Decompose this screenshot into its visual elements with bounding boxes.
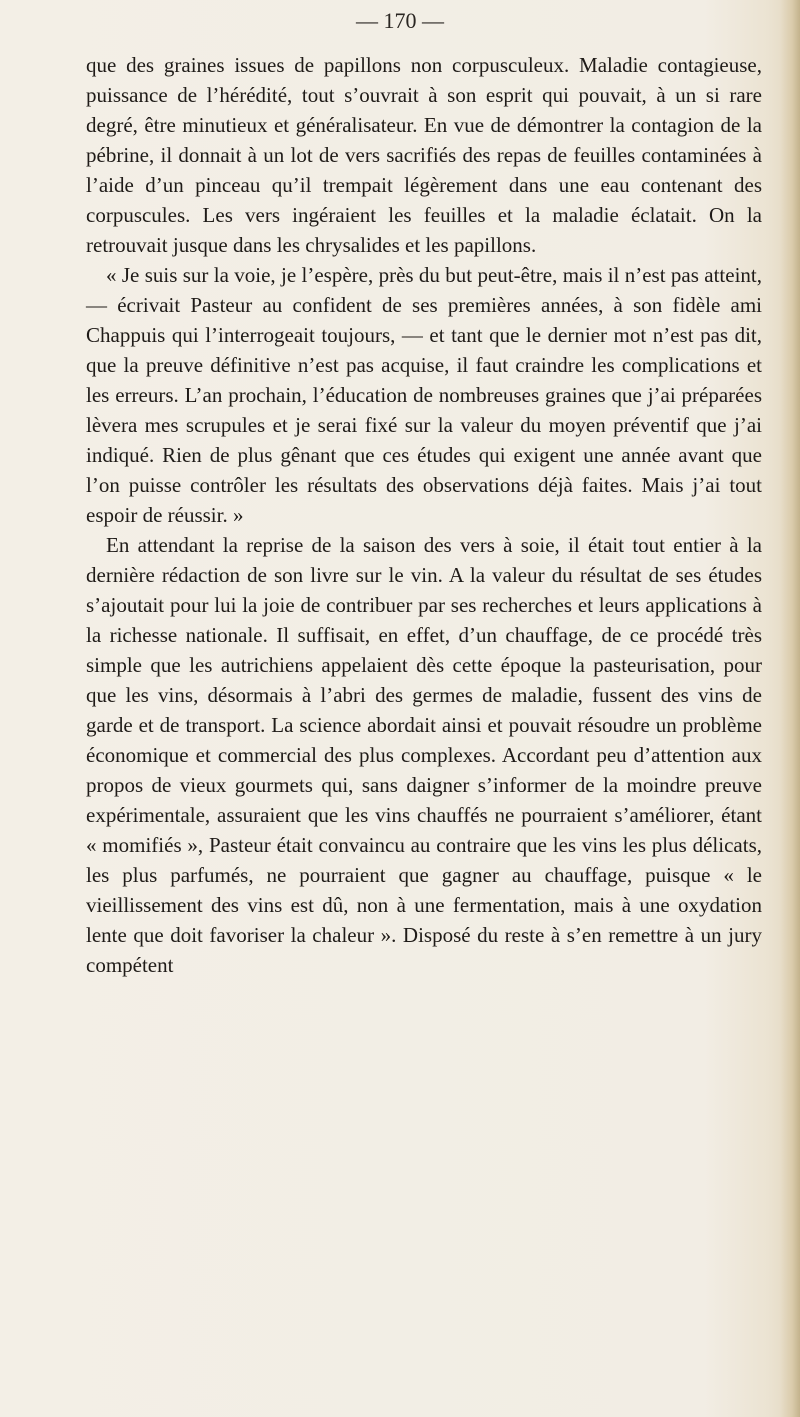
page-edge-shadow: [780, 0, 800, 1417]
page-number-header: — 170 —: [356, 8, 444, 33]
body-text: [86, 50, 762, 980]
paragraph-2: « Je suis sur la voie, je l’espère, près du but peut-être, mais il n’est pas atteint, — écrivait Pasteur au confident de ses premières années, à son fidèle ami Chappuis qui l’interrogeait toujours, — et tant que le dernier mot n’est pas dit, que la preuve définitive n’est pas acquise, il faut craindre les complications et les erreurs. L’an prochain, l’éducation de nombreuses graines que j’ai préparées lèvera mes scrupules et je serai fixé sur la valeur du moyen préventif que j’ai indiqué. Rien de plus gênant que ces études qui exigent une année avant que l’on puisse contrôler les résultats des observations déjà faites. Mais j’ai tout espoir de réussir. »: [86, 263, 762, 527]
paragraph-1: que des graines issues de papillons non corpusculeux. Maladie contagieuse, puissance de l’hérédité, tout s’ouvrait à son esprit qui pouvait, à un si rare degré, être minutieux et généralisateur. En vue de démontrer la contagion de la pébrine, il donnait à un lot de vers sacrifiés des repas de feuilles contaminées à l’aide d’un pinceau qu’il trempait légèrement dans une eau contenant des corpuscules. Les vers ingéraient les feuilles et la maladie éclatait. On la retrouvait jusque dans les chrysalides et les papillons.: [86, 53, 762, 257]
paragraph-3: En attendant la reprise de la saison des vers à soie, il était tout entier à la dernière rédaction de son livre sur le vin. A la valeur du résultat de ses études s’ajoutait pour lui la joie de contribuer par ses recherches et leurs applications à la richesse nationale. Il suffisait, en effet, d’un chauffage, de ce procédé très simple que les autrichiens appelaient dès cette époque la pasteurisation, pour que les vins, désormais à l’abri des germes de maladie, fussent des vins de garde et de transport. La science abordait ainsi et pouvait résoudre un problème économique et commercial des plus complexes. Accordant peu d’attention aux propos de vieux gourmets qui, sans daigner s’informer de la moindre preuve expérimentale, assuraient que les vins chauffés ne pourraient s’améliorer, étant « momifiés », Pasteur était convaincu au contraire que les vins les plus délicats, les plus parfumés, ne pourraient que gagner au chauffage, puisque « le vieillissement des vins est dû, non à une fermentation, mais à une oxydation lente que doit favoriser la chaleur ». Disposé du reste à s’en remettre à un jury compétent: [86, 533, 762, 977]
